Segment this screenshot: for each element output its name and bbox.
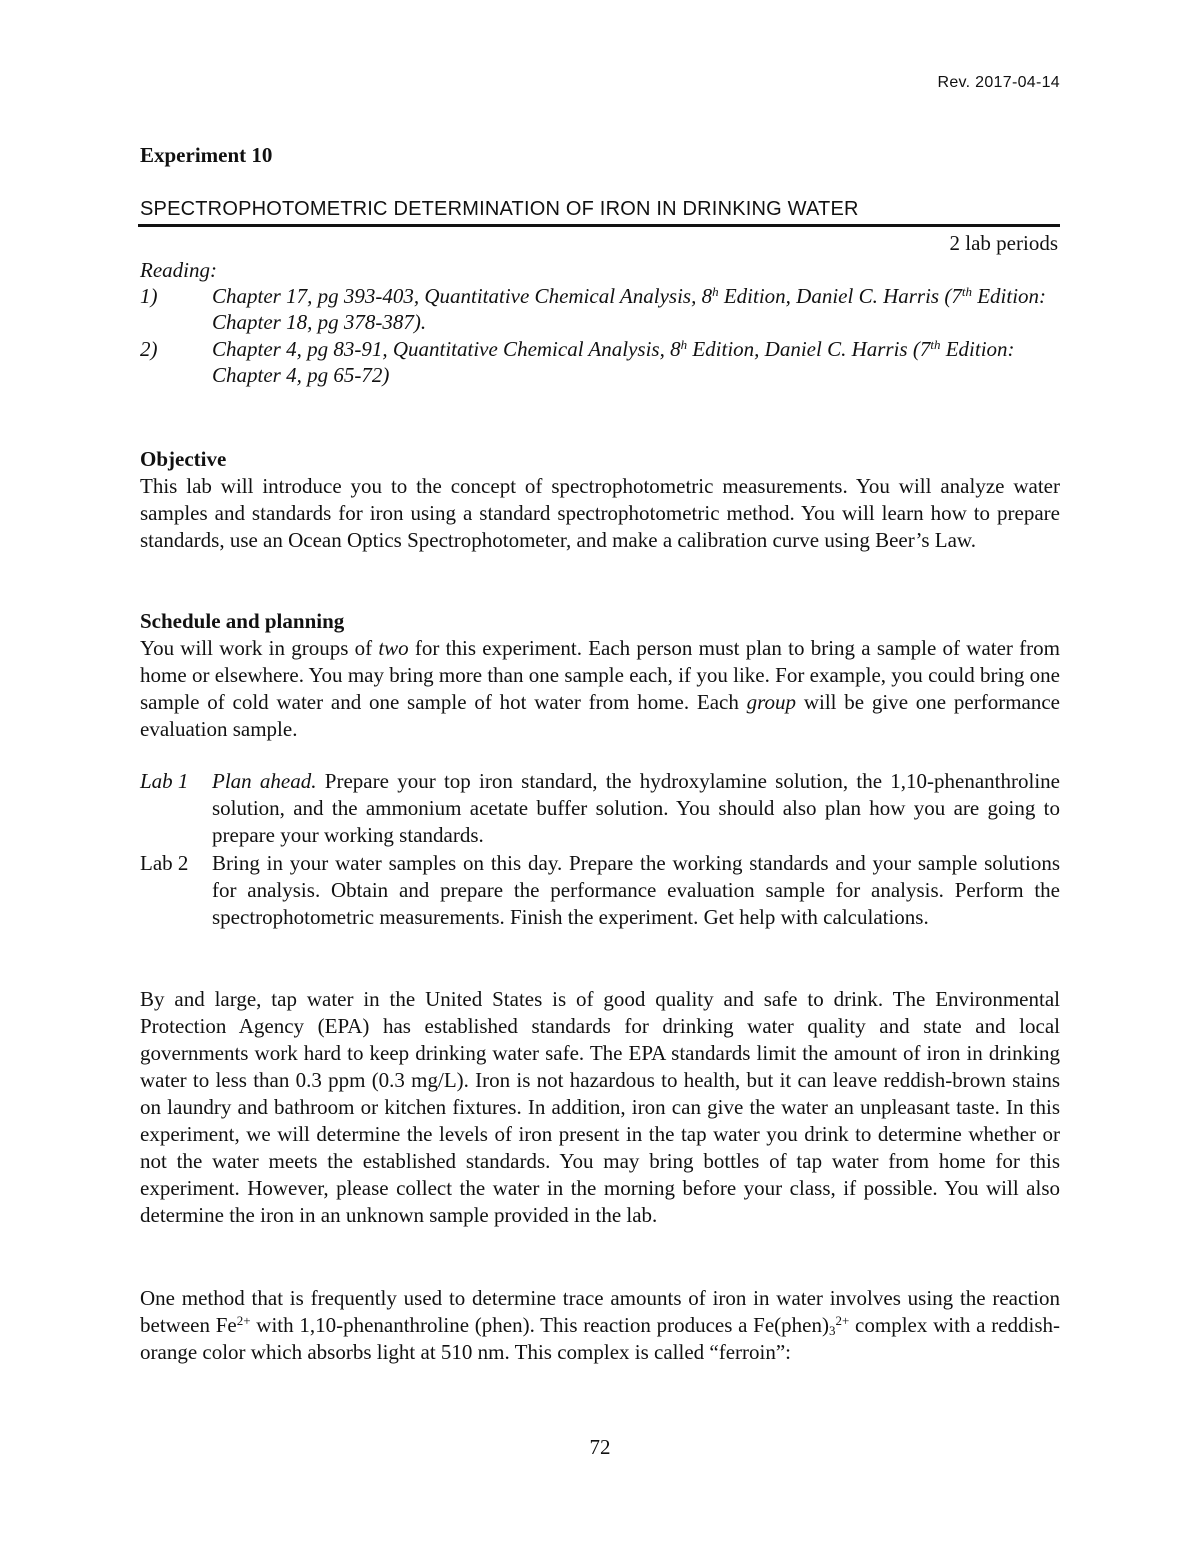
revision-date: Rev. 2017-04-14 [937,74,1060,91]
page-number: 72 [589,1435,611,1459]
reading-item [140,283,1060,335]
reading-item-text: Chapter 4, pg 83-91, Quantitative Chemical Analysis, 8$^h$ Edition, Daniel C. Harris (7th Edition: Chapter 4, pg 65-72) [212,337,1015,387]
method-paragraph: One method that is frequently used to determine trace amounts of iron in water involves using the reaction between $Fe^{2+}$ with 1,10-phenanthroline (phen). This reaction produces a $Fe(phen)_3^{2+}$ complex with a reddish-orange color which absorbs light at 510 nm. This complex is called “ferroin”: [140,1286,1061,1364]
lab-description: Plan ahead. Prepare your top iron standard, the hydroxylamine solution, the 1,10-phenanthroline solution, and the ammonium acetate buffer solution. You should also plan how you are going to prepare your working standards. [212,769,1060,847]
page-title: SPECTROPHOTOMETRIC DETERMINATION OF IRON IN DRINKING WATER [140,198,859,220]
reading-label: Reading: [140,258,217,282]
lab-schedule-item [140,768,1060,849]
epa-paragraph: By and large, tap water in the United States is of good quality and safe to drink. The Environmental Protection Agency (EPA) has established standards for drinking water quality and state and local governments work hard to keep drinking water safe. The EPA standards limit the amount of iron in drinking water to less than 0.3 ppm (0.3 mg/L). Iron is not hazardous to health, but it can leave reddish-brown stains on laundry and bathroom or kitchen fixtures. In addition, iron can give the water an unpleasant taste. In this experiment, we will determine the levels of iron present in the tap water you drink to determine whether or not the water meets the established standards. You may bring bottles of tap water from home for this experiment. However, please collect the water in the morning before your class, if possible. You will also determine the iron in an unknown sample provided in the lab. [140,987,1060,1227]
objective-paragraph: This lab will introduce you to the concept of spectrophotometric measurements. You will analyze water samples and standards for iron using a standard spectrophotometric method. You will learn how to prepare standards, use an Ocean Optics Spectrophotometer, and make a calibration curve using Beer’s Law. [140,474,1060,552]
lab-label: Lab 2 [140,851,189,875]
reading-item-number: 2) [140,337,158,361]
title-divider [138,224,1060,227]
objective-heading: Objective [140,447,227,471]
reading-item [140,336,1060,388]
schedule-heading: Schedule and planning [140,609,345,633]
lab-label: Lab 1 [140,769,189,793]
lab-description: Bring in your water samples on this day. Prepare the working standards and your sample solutions for analysis. Obtain and prepare the performance evaluation sample for analysis. Perform the spectrophotometric measurements. Finish the experiment. Get help with calculations. [212,851,1060,929]
reading-item-text: Chapter 17, pg 393-403, Quantitative Chemical Analysis, 8$^h$ Edition, Daniel C. Harris (7th Edition: Chapter 18, pg 378-387). [212,284,1047,334]
schedule-paragraph: You will work in groups of two for this experiment. Each person must plan to bring a sample of water from home or elsewhere. You may bring more than one sample each, if you like. For example, you could bring one sample of cold water and one sample of hot water from home. Each group will be give one performance evaluation sample. [140,636,1060,741]
experiment-number: Experiment 10 [140,143,273,167]
lab-schedule-item [140,850,1060,931]
reading-item-number: 1) [140,284,158,308]
lab-duration: 2 lab periods [949,231,1058,255]
